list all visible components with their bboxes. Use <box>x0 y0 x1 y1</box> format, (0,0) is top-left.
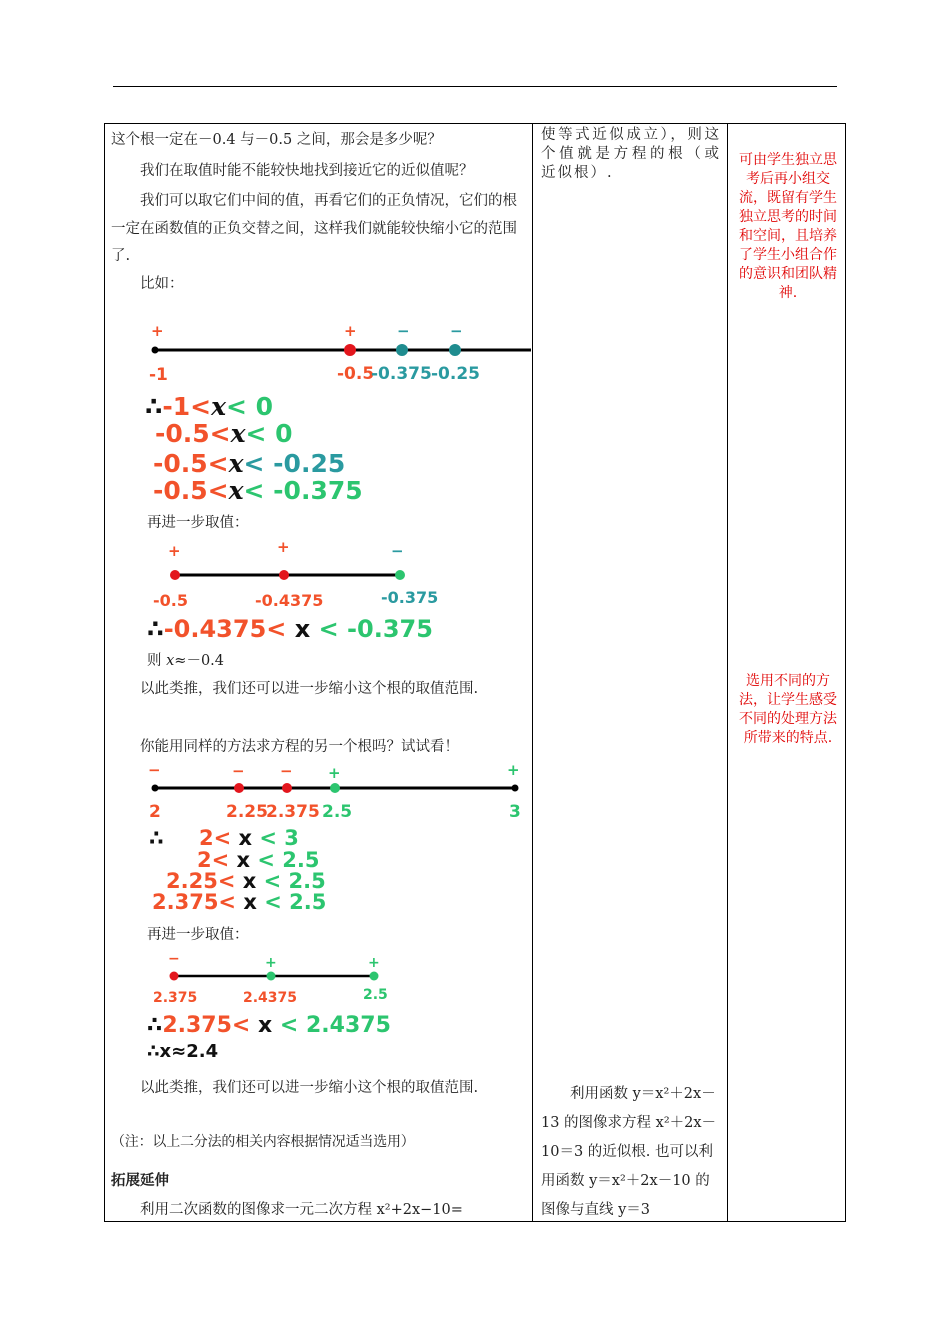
number-line-figure-4 <box>149 952 399 1008</box>
sign-label: + <box>151 322 164 340</box>
tick-label: -0.4375 <box>255 591 324 610</box>
sign-label: − <box>397 322 410 340</box>
section-title: 拓展延伸 <box>111 1173 169 1189</box>
column-divider <box>532 124 533 1221</box>
sign-label: + <box>507 761 520 779</box>
point-marker <box>234 783 244 793</box>
sign-label: − <box>280 762 293 780</box>
design-note: 选用不同的方法，让学生感受不同的处理方法所带来的特点. <box>739 673 837 746</box>
number-line-figure-1 <box>145 322 531 388</box>
sign-label: + <box>344 322 357 340</box>
paragraph: 以此类推，我们还可以进一步缩小这个根的取值范围. <box>140 681 479 697</box>
paragraph: 我们在取值时能不能较快地找到接近它的近似值呢？ <box>140 162 474 179</box>
number-line-figure-2 <box>147 536 447 612</box>
point-marker <box>370 972 379 981</box>
inequality-row: 2< x < 3 <box>199 826 299 850</box>
sign-label: + <box>368 955 380 971</box>
point-marker <box>279 570 289 580</box>
tick-label: 2.375 <box>266 802 320 822</box>
lesson-table <box>104 123 846 1222</box>
sign-label: + <box>168 542 181 560</box>
sign-label: − <box>168 952 180 967</box>
tick-label: -0.5 <box>337 364 375 384</box>
note-line: （注：以上二分法的相关内容根据情况适当选用） <box>111 1134 415 1150</box>
text-line: 再进一步取值： <box>147 927 249 943</box>
inequality-row: ∴ <box>149 826 164 850</box>
tick-label: 3 <box>509 802 521 822</box>
inequality-row: 2.375< x < 2.5 <box>152 890 327 914</box>
inequality-row: 2.25< x < 2.5 <box>166 869 326 893</box>
sign-label: − <box>450 322 463 340</box>
point-marker <box>330 783 340 793</box>
point-marker <box>152 785 159 792</box>
tick-label: 2.5 <box>322 802 353 822</box>
text-line: 再进一步取值： <box>147 515 249 531</box>
inequality-row: -0.5<x< -0.375 <box>153 476 363 505</box>
tick-label: -0.5 <box>153 591 188 610</box>
tick-label: 2.5 <box>363 987 388 1003</box>
inequality-row: ∴2.375< x < 2.4375 <box>147 1013 391 1038</box>
sign-label: + <box>265 955 277 971</box>
inequality-row: -0.5<x< 0 <box>155 419 293 448</box>
text-line: 利用二次函数的图像求一元二次方程 x²+2x−10= <box>140 1202 463 1218</box>
tick-label: 2 <box>149 802 161 822</box>
point-marker <box>512 785 519 792</box>
text-line: 这个根一定在－0.4 与－0.5 之间，那会是多少呢？ <box>111 132 442 148</box>
question-line: 你能用同样的方法求方程的另一个根吗？试试看！ <box>140 739 459 755</box>
paragraph: 使等式近似成立），则这个值就是方程的根（或近似根）. <box>541 127 721 181</box>
sign-label: − <box>391 542 404 560</box>
paragraph: 利用函数 y＝x²＋2x－13 的图像求方程 x²＋2x－10＝3 的近似根. 也可以利用函数 y＝x²＋2x－10 的图像与直线 y＝3 <box>541 1086 717 1218</box>
paragraph: 我们可以取它们中间的值，再看它们的正负情况，它们的根一定在函数值的正负交替之间，这样我们就能较快缩小它的范围了. <box>111 193 517 264</box>
sign-label: + <box>328 764 341 782</box>
design-note: 可由学生独立思考后再小组交流，既留有学生独立思考的时间和空间，且培养了学生小组合作的意识和团队精神. <box>739 152 837 301</box>
example-label: 比如： <box>140 275 184 292</box>
point-marker <box>344 344 356 356</box>
point-marker <box>282 783 292 793</box>
point-marker <box>395 570 405 580</box>
tick-label: -0.375 <box>371 364 432 384</box>
sign-label: + <box>277 538 290 556</box>
point-marker <box>267 972 276 981</box>
inequality-row: ∴-1<x< 0 <box>145 392 274 421</box>
point-marker <box>449 344 461 356</box>
number-line-figure-3 <box>145 761 527 823</box>
point-marker <box>170 570 180 580</box>
tick-label: -0.375 <box>381 588 439 607</box>
header-rule <box>113 86 837 87</box>
column-divider <box>727 124 728 1221</box>
inequality-row: 2< x < 2.5 <box>197 848 320 872</box>
tick-label: -0.25 <box>431 364 480 384</box>
sign-label: − <box>148 761 161 779</box>
approximation-result: ∴x≈2.4 <box>147 1041 219 1062</box>
inequality-row: ∴-0.4375< x < -0.375 <box>147 615 433 643</box>
tick-label: -1 <box>149 365 168 385</box>
sign-label: − <box>232 762 245 780</box>
tick-label: 2.4375 <box>243 990 298 1006</box>
point-marker <box>152 347 159 354</box>
point-marker <box>396 344 408 356</box>
point-marker <box>170 972 179 981</box>
paragraph: 以此类推，我们还可以进一步缩小这个根的取值范围. <box>140 1080 479 1096</box>
inequality-row: -0.5<x< -0.25 <box>153 449 346 478</box>
tick-label: 2.375 <box>153 990 198 1006</box>
tick-label: 2.25 <box>226 802 268 822</box>
teaching-content-cell <box>111 127 526 298</box>
text-line: 则 x≈－0.4 <box>147 653 225 669</box>
